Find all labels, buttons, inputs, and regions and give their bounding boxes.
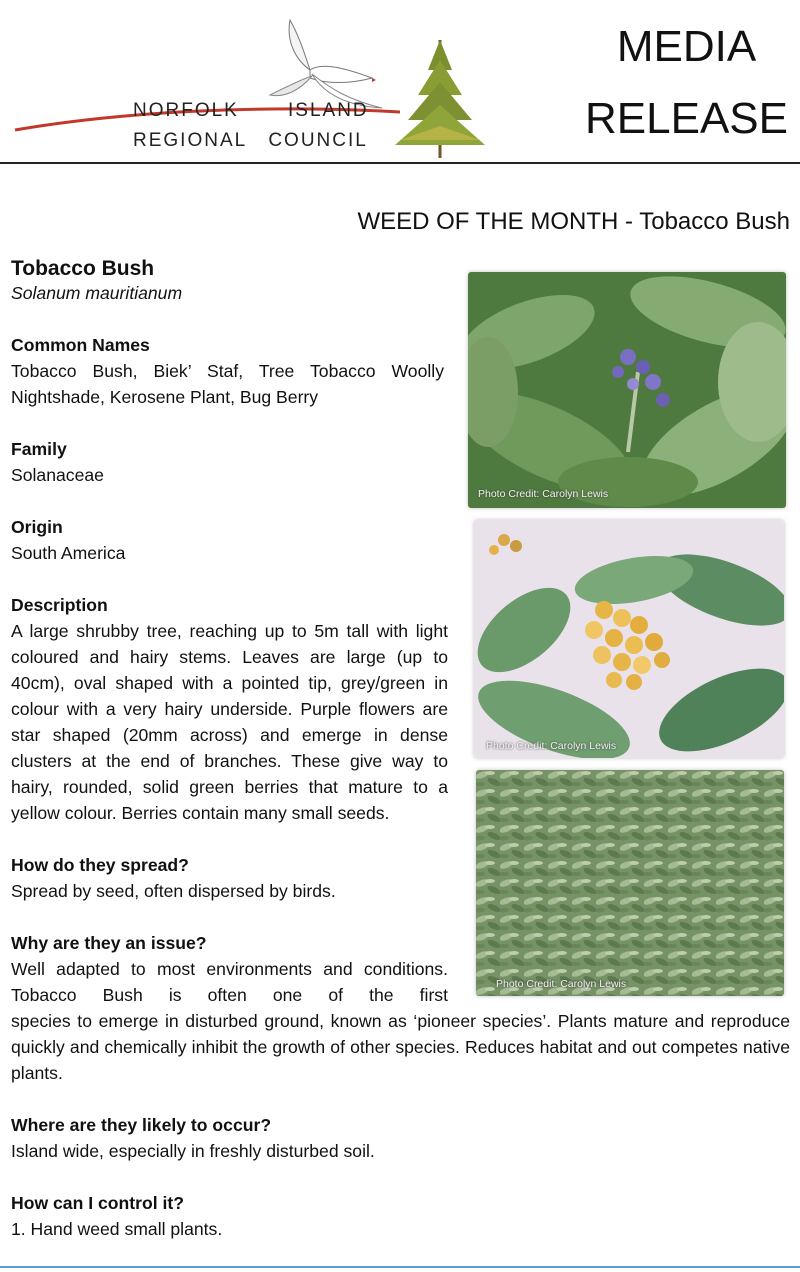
issue-body-wide: species to emerge in disturbed ground, known as ‘pioneer species’. Plants mature and reproduce quickly and chemically inhibit the growth of other species. Reduces habitat and out competes native plants. bbox=[11, 1011, 790, 1083]
spread-body: Spread by seed, often dispersed by birds. bbox=[11, 881, 336, 901]
spread-title: How do they spread? bbox=[11, 855, 189, 875]
plant-scientific-name: Solanum mauritianum bbox=[11, 283, 183, 303]
issue-body-narrow: Well adapted to most environments and conditions. Tobacco Bush is often one of the first bbox=[11, 959, 448, 1005]
header-divider bbox=[0, 162, 800, 164]
photo-credit-3: Photo Credit: Carolyn Lewis bbox=[496, 978, 627, 990]
header bbox=[0, 0, 800, 165]
logo-text-island: ISLAND bbox=[288, 100, 369, 121]
pine-tree-icon bbox=[395, 40, 485, 158]
origin-body: South America bbox=[11, 543, 126, 563]
media-release-title bbox=[585, 20, 788, 146]
plant-name: Tobacco Bush bbox=[11, 257, 155, 280]
description-body: A large shrubby tree, reaching up to 5m tall with light coloured and hairy stems. Leaves are large (up to 40cm), oval shaped with a pointed tip, grey/green in colour with a very hairy underside. Purple flowers are star shaped (20mm across) and emerge in dense clusters at the end of branches. These give way to hairy, rounded, solid green berries that mature to a yellow colour. Berries contain many small seeds. bbox=[11, 621, 448, 823]
origin-title: Origin bbox=[11, 517, 63, 537]
footer-divider bbox=[0, 1266, 800, 1268]
family-body: Solanaceae bbox=[11, 465, 104, 485]
bird-icon bbox=[270, 20, 382, 108]
description-title: Description bbox=[11, 595, 108, 615]
media-title-line1: MEDIA bbox=[616, 22, 757, 71]
common-names-body: Tobacco Bush, Biek’ Staf, Tree Tobacco Woolly Nightshade, Kerosene Plant, Bug Berry bbox=[11, 361, 444, 407]
logo-text-regional-council: REGIONAL COUNCIL bbox=[133, 130, 368, 151]
control-title: How can I control it? bbox=[11, 1193, 185, 1213]
family-title: Family bbox=[11, 439, 67, 459]
photo-credit-1: Photo Credit: Carolyn Lewis bbox=[478, 488, 609, 500]
weed-of-the-month-heading: WEED OF THE MONTH - Tobacco Bush bbox=[357, 208, 790, 235]
issue-title: Why are they an issue? bbox=[11, 933, 207, 953]
photo-credit-2: Photo Credit: Carolyn Lewis bbox=[486, 740, 617, 752]
occur-title: Where are they likely to occur? bbox=[11, 1115, 272, 1135]
logo-text-norfolk: NORFOLK bbox=[133, 100, 239, 121]
control-body: 1. Hand weed small plants. bbox=[11, 1219, 223, 1239]
article-body bbox=[11, 254, 790, 1242]
occur-body: Island wide, especially in freshly disturbed soil. bbox=[11, 1141, 375, 1161]
media-title-line2: RELEASE bbox=[585, 94, 788, 143]
common-names-title: Common Names bbox=[11, 335, 150, 355]
